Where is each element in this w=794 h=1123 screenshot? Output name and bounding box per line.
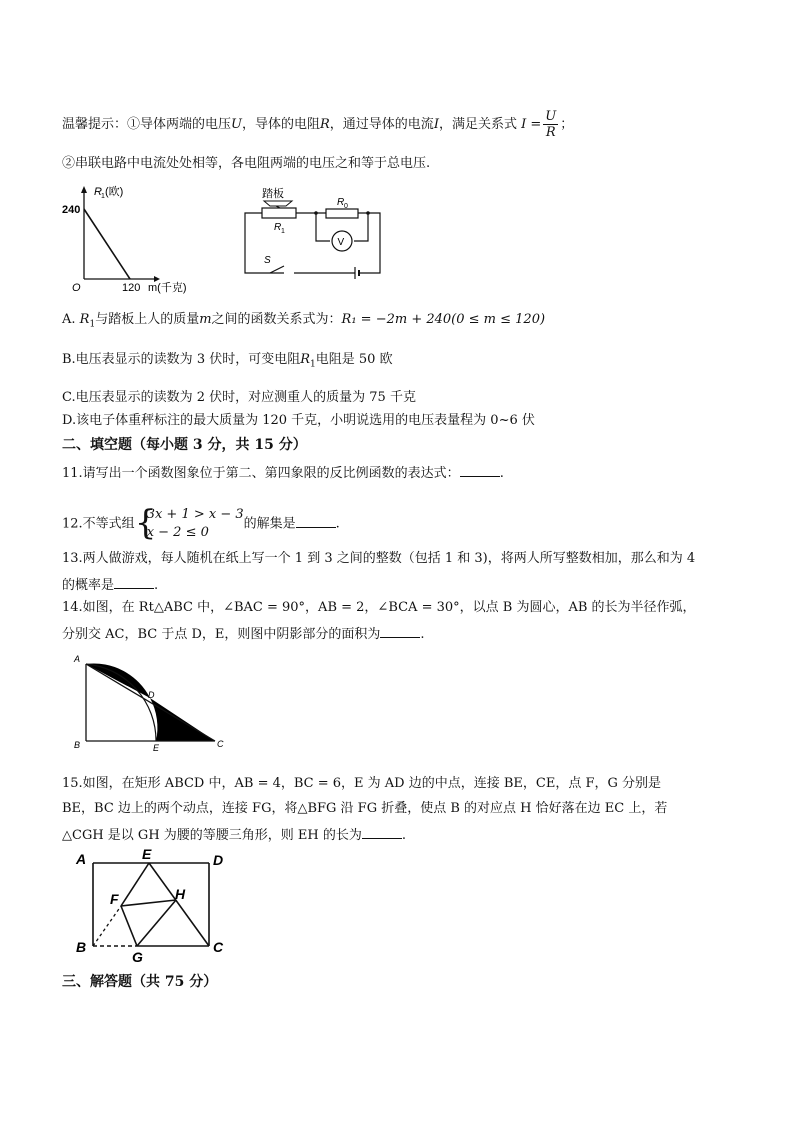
- pedal-label: 踏板: [262, 188, 284, 200]
- question-15-line-1: 15.如图，在矩形 ABCD 中，AB = 4，BC = 6，E 为 AD 边的中点，连接 BE，CE，点 F，G 分别是: [62, 776, 662, 791]
- tip-prefix: 温馨提示：①导体两端的电压: [62, 117, 232, 132]
- option-a-formula: R₁ = −2m + 240(0 ≤ m ≤ 120): [341, 312, 546, 327]
- graph-x-label: m(千克): [148, 282, 187, 294]
- question-14-line-1: 14.如图，在 Rt△ABC 中，∠BAC = 90°，AB = 2，∠BCA = 30°，以点 B 为圆心，AB 的长为半径作弧，: [62, 600, 696, 615]
- q13-end: .: [154, 578, 159, 593]
- option-b-r1-sub: 1: [310, 359, 316, 370]
- inequality-1: 3x + 1 > x − 3: [146, 507, 244, 522]
- graph-y-label: R: [94, 186, 102, 198]
- question-12: [62, 503, 340, 543]
- option-a-text2: 之间的函数关系式为：: [211, 312, 342, 327]
- tip-line-1: [62, 109, 573, 140]
- option-a-r1-sub: 1: [89, 319, 96, 330]
- question-11: [62, 463, 504, 483]
- tip-mid2: ，通过导体的电流: [329, 117, 434, 132]
- fig15-label-d: D: [213, 852, 224, 868]
- option-b-text2: 电阻是 50 欧: [315, 352, 393, 367]
- option-b-r1: R: [300, 352, 311, 367]
- switch-icon: [270, 266, 284, 273]
- option-a-prefix: A.: [62, 312, 80, 327]
- q11-end: .: [499, 466, 504, 481]
- q14-line2: 分别交 AC，BC 于点 D，E，则图中阴影部分的面积为: [62, 627, 381, 642]
- q12-suffix: 的解集是: [243, 516, 296, 532]
- r0-resistor: [326, 209, 358, 218]
- option-a-r1: R: [79, 312, 90, 327]
- fig15-label-e: E: [142, 846, 152, 862]
- fig15-label-b: B: [76, 939, 87, 955]
- circuit-diagram: [240, 185, 390, 277]
- q13-blank[interactable]: [114, 575, 154, 589]
- option-b-text: B.电压表显示的读数为 3 伏时，可变电阻: [62, 352, 301, 367]
- q15-end: .: [401, 828, 407, 843]
- fig15-label-a: A: [76, 851, 87, 867]
- graph-y-tick: 240: [62, 204, 81, 216]
- fig14-label-c: C: [217, 739, 224, 749]
- tip-mid1: ，导体的电阻: [241, 117, 320, 132]
- switch-label: S: [264, 255, 271, 266]
- q15-line3: △CGH 是以 GH 为腰的等腰三角形，则 EH 的长为: [62, 828, 362, 843]
- q14-blank[interactable]: [380, 624, 420, 638]
- tip-suffix: ；: [560, 117, 574, 132]
- r0-label-sub: 0: [344, 203, 348, 210]
- option-b: [62, 351, 393, 374]
- section-2-heading: 二、填空题（每小题 3 分，共 15 分）: [62, 437, 307, 453]
- fig15-label-h: H: [175, 886, 186, 902]
- option-a-m: m: [199, 312, 212, 327]
- fraction-denominator: R: [545, 125, 556, 140]
- section-3-heading: 三、解答题（共 75 分）: [62, 974, 218, 990]
- fig14-label-e: E: [153, 743, 160, 753]
- resistance-graph: [62, 183, 202, 295]
- question-14-line-2: [62, 624, 425, 644]
- r1-resistor: [262, 208, 296, 218]
- ohm-fraction: [543, 109, 558, 140]
- r1-label-sub: 1: [281, 228, 285, 235]
- q12-blank[interactable]: [296, 514, 336, 528]
- question-15-line-2: BE，BC 边上的两个动点，连接 FG，将△BFG 沿 FG 折叠，使点 B 的对应点 H 恰好落在边 EC 上，若: [62, 801, 668, 816]
- fig15-label-c: C: [213, 939, 224, 955]
- arc-ae: [86, 664, 156, 741]
- figure-14: [72, 655, 232, 755]
- q14-end: .: [420, 627, 425, 642]
- fig14-label-a: A: [74, 654, 81, 664]
- q11-blank[interactable]: [460, 463, 500, 477]
- fig14-label-b: B: [74, 740, 81, 750]
- q12-end: .: [335, 516, 340, 532]
- shaded-region-upper: [86, 664, 150, 698]
- graph-origin: O: [72, 282, 81, 294]
- tip-mid3: ，满足关系式: [438, 117, 517, 132]
- question-13-line-2: [62, 575, 158, 595]
- question-13-line-1: 13.两人做游戏，每人随机在纸上写一个 1 到 3 之间的整数（包括 1 和 3)，将两人所写整数相加，那么和为 4: [62, 551, 696, 566]
- q11-text: 11.请写出一个函数图象位于第二、第四象限的反比例函数的表达式：: [62, 466, 460, 481]
- figure-15: [72, 846, 232, 964]
- fig15-label-g: G: [132, 949, 143, 965]
- graph-y-unit: (欧): [105, 186, 124, 198]
- graph-line: [84, 209, 130, 279]
- voltmeter-label: V: [337, 237, 345, 248]
- r1-label: R: [274, 222, 282, 233]
- option-a: [62, 311, 545, 334]
- inequality-system: { 3x + 1 > x − 3 x − 2 ≤ 0: [134, 503, 244, 543]
- tip-line-2: ②串联电路中电流处处相等，各电阻两端的电压之和等于总电压.: [62, 156, 431, 171]
- pedal-icon: [264, 201, 292, 206]
- formula-lhs: I =: [521, 117, 542, 132]
- fig14-label-d: D: [148, 690, 155, 700]
- option-c: C.电压表显示的读数为 2 伏时，对应测重人的质量为 75 千克: [62, 390, 416, 405]
- var-r: R: [320, 117, 330, 132]
- var-u: U: [231, 117, 242, 132]
- var-i: I: [433, 117, 439, 132]
- option-d: D.该电子体重秤标注的最大质量为 120 千克，小明说选用的电压表量程为 0~6 伏: [62, 413, 535, 428]
- option-a-text: 与踏板上人的质量: [95, 312, 200, 327]
- q12-prefix: 12.不等式组: [62, 516, 135, 532]
- fraction-numerator: U: [545, 109, 557, 124]
- q13-line2: 的概率是: [62, 578, 115, 593]
- inequality-2: x − 2 ≤ 0: [146, 525, 209, 540]
- graph-y-label-sub: 1: [101, 193, 105, 200]
- q15-blank[interactable]: [362, 825, 402, 839]
- graph-x-tick: 120: [122, 282, 141, 294]
- question-15-line-3: [62, 825, 406, 845]
- fig15-label-f: F: [110, 891, 119, 907]
- r0-label: R: [337, 197, 345, 208]
